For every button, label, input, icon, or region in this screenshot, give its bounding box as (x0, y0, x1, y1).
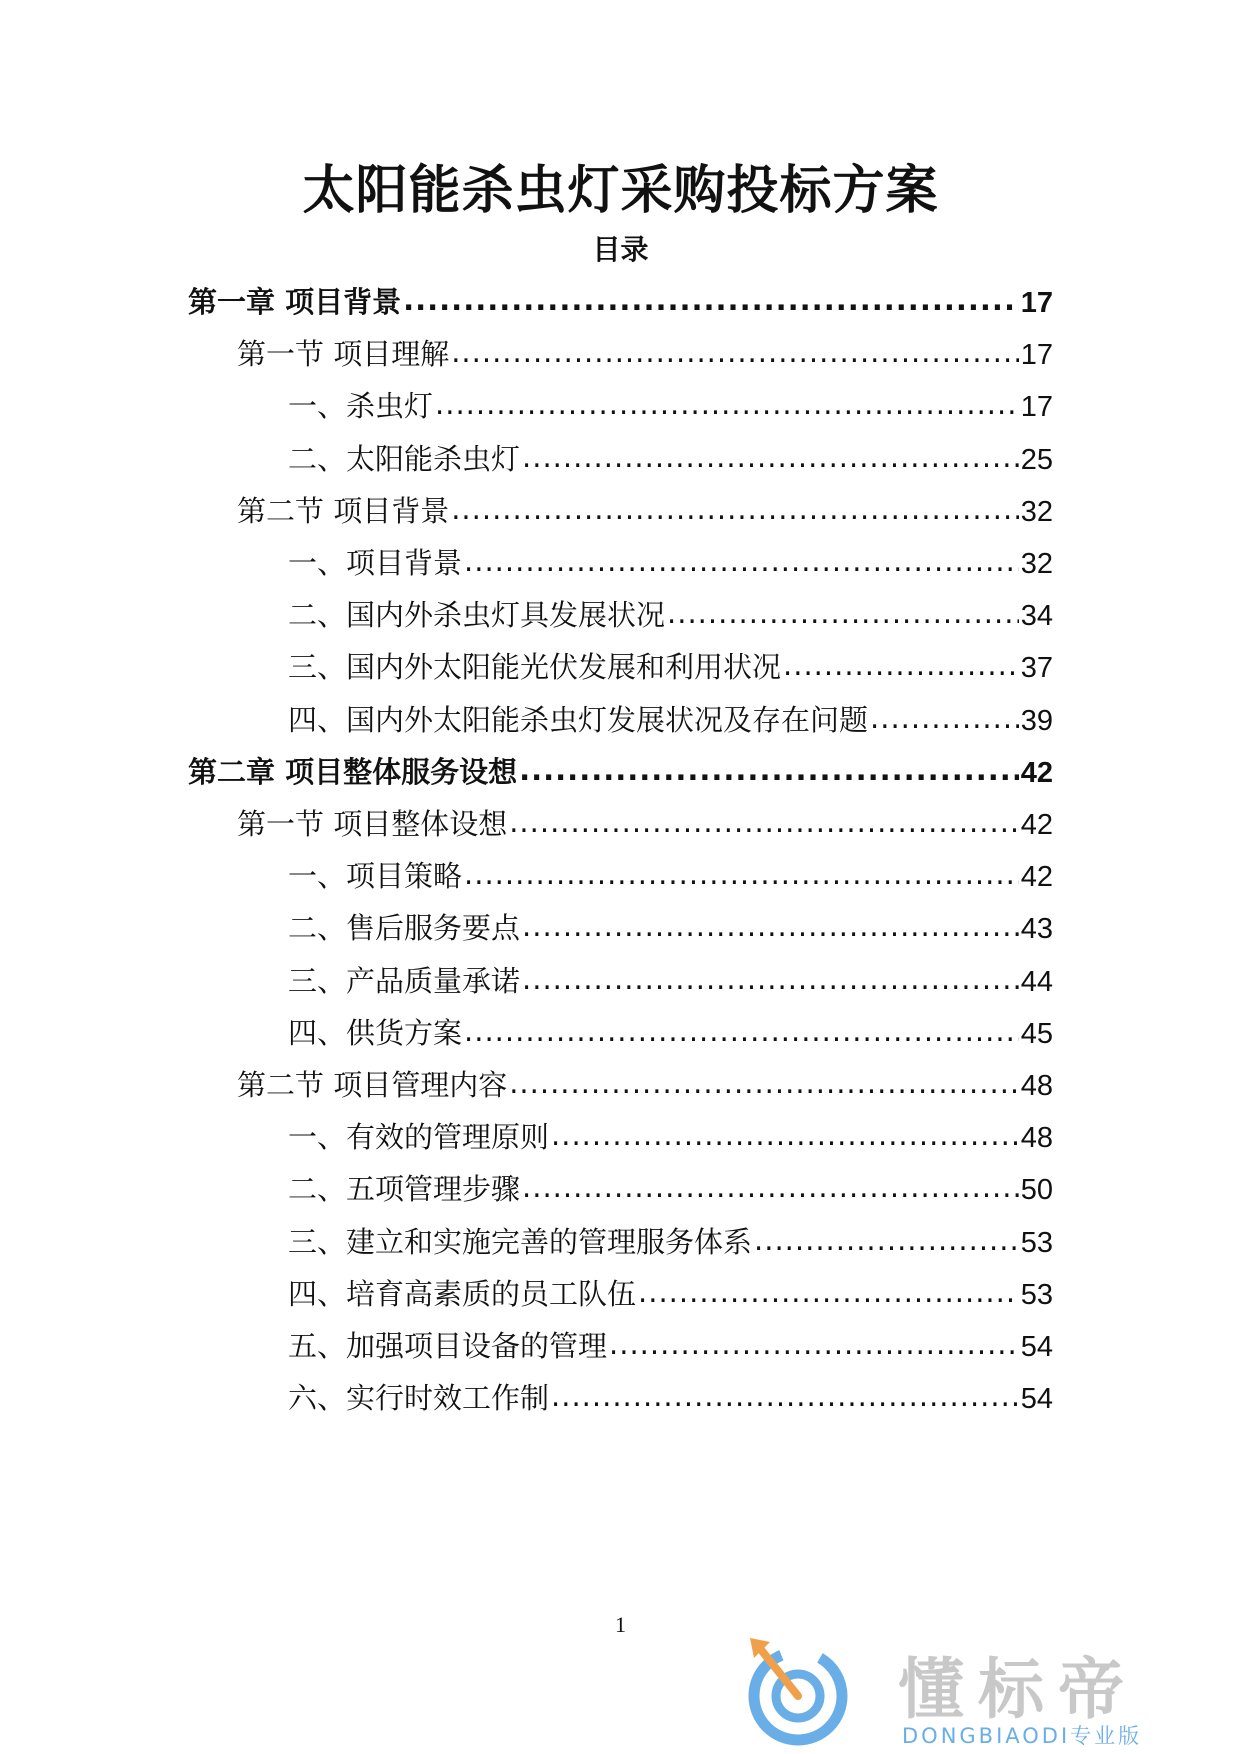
toc-entry-text: 二、五项管理步骤 (288, 1172, 521, 1207)
toc-entry[interactable] (288, 959, 1053, 999)
toc-entry-page: 54 (1020, 1331, 1053, 1363)
toc-entry-text: 第一节 项目理解 (237, 337, 450, 372)
toc-entry-text: 三、产品质量承诺 (288, 963, 521, 998)
watermark-subtitle: DONGBIAODI专业版 (902, 1724, 1143, 1748)
toc-leader-dots (464, 1014, 1019, 1048)
toc-entry-page: 53 (1020, 1278, 1053, 1311)
toc-entry-text: 第二节 项目管理内容 (237, 1068, 508, 1102)
toc-leader-dots (783, 648, 1019, 682)
toc-leader-dots (403, 283, 1019, 317)
toc-entry[interactable] (288, 1272, 1053, 1312)
toc-entry-page: 42 (1020, 756, 1053, 789)
toc-entry-text: 五、加强项目设备的管理 (288, 1329, 608, 1363)
toc-entry[interactable] (237, 489, 1053, 529)
toc-entry-page: 32 (1020, 548, 1053, 580)
toc-entry-page: 42 (1020, 861, 1053, 894)
toc-entry-text: 二、售后服务要点 (288, 911, 521, 946)
toc-entry[interactable] (288, 593, 1053, 633)
toc-entry-text: 三、国内外太阳能光伏发展和利用状况 (288, 650, 782, 685)
toc-entry-text: 一、项目策略 (288, 859, 463, 894)
toc-heading: 目录 (592, 233, 649, 266)
toc-leader-dots (451, 335, 1019, 369)
toc-leader-dots (609, 1327, 1019, 1361)
toc-leader-dots (522, 909, 1019, 943)
toc-entry-page: 50 (1020, 1174, 1053, 1207)
toc-entry[interactable] (188, 750, 1053, 790)
toc-entry-page: 17 (1020, 391, 1053, 424)
toc-entry[interactable] (288, 1115, 1053, 1155)
toc-entry-page: 34 (1020, 600, 1053, 633)
toc-leader-dots (509, 805, 1019, 839)
toc-entry[interactable] (237, 1063, 1053, 1103)
toc-entry[interactable] (288, 1220, 1053, 1260)
toc-leader-dots (638, 1275, 1019, 1309)
toc-entry-text: 三、建立和实施完善的管理服务体系 (288, 1224, 753, 1259)
toc-entry-text: 四、供货方案 (288, 1015, 463, 1050)
toc-entry-page: 43 (1020, 913, 1053, 946)
toc-entry-text: 四、培育高素质的员工队伍 (288, 1276, 637, 1311)
toc-entry[interactable] (288, 1376, 1053, 1416)
toc-entry-page: 53 (1020, 1226, 1053, 1259)
toc-leader-dots (451, 492, 1019, 526)
toc-entry-text: 二、太阳能杀虫灯 (288, 441, 521, 476)
toc-leader-dots (509, 1066, 1019, 1100)
toc-leader-dots (870, 701, 1019, 735)
toc-entry-text: 第一节 项目整体设想 (237, 807, 508, 841)
toc-entry[interactable] (237, 332, 1053, 372)
toc-entry-text: 一、杀虫灯 (288, 389, 434, 424)
toc-leader-dots (551, 1379, 1019, 1413)
toc-leader-dots (464, 544, 1019, 578)
toc-entry-text: 六、实行时效工作制 (288, 1381, 550, 1416)
document-title: 太阳能杀虫灯采购投标方案 (302, 161, 939, 221)
toc-leader-dots (522, 440, 1019, 474)
toc-entry-text: 二、国内外杀虫灯具发展状况 (288, 598, 666, 633)
toc-entry-text: 第一章 项目背景 (188, 285, 402, 319)
toc-entry[interactable] (288, 541, 1053, 581)
toc-entry-text: 四、国内外太阳能杀虫灯发展状况及存在问题 (288, 702, 869, 737)
toc-entry-text: 第二章 项目整体服务设想 (188, 754, 518, 789)
toc-leader-dots (754, 1223, 1019, 1257)
toc-leader-dots (435, 387, 1019, 421)
toc-leader-dots (667, 596, 1019, 630)
toc-entry[interactable] (188, 280, 1053, 320)
toc-entry[interactable] (288, 437, 1053, 477)
toc-leader-dots (522, 962, 1019, 996)
toc-entry-page: 39 (1020, 704, 1053, 737)
toc-entry[interactable] (288, 854, 1053, 894)
toc-entry-page: 44 (1020, 965, 1053, 998)
toc-entry-page: 48 (1020, 1070, 1053, 1102)
toc-leader-dots (519, 753, 1019, 787)
target-arrow-icon (740, 1632, 860, 1748)
toc-entry-page: 45 (1020, 1017, 1053, 1050)
toc-entry-page: 54 (1020, 1383, 1053, 1416)
toc-entry[interactable] (288, 1011, 1053, 1051)
toc-entry[interactable] (288, 1324, 1053, 1364)
toc-entry-page: 37 (1020, 652, 1053, 685)
toc-entry-page: 32 (1020, 495, 1053, 528)
toc-leader-dots (464, 857, 1019, 891)
toc-entry-text: 一、有效的管理原则 (288, 1120, 550, 1155)
toc-entry[interactable] (288, 1167, 1053, 1207)
toc-entry-text: 一、项目背景 (288, 546, 463, 580)
toc-entry-page: 42 (1020, 809, 1053, 841)
page-number: 1 (615, 1612, 626, 1637)
watermark (740, 1632, 1230, 1748)
toc-entry-page: 17 (1020, 287, 1053, 319)
toc-entry-page: 25 (1020, 443, 1053, 476)
toc-entry[interactable] (288, 384, 1053, 424)
watermark-name: 懂标帝 (898, 1651, 1138, 1728)
toc-leader-dots (522, 1170, 1019, 1204)
toc-entry-page: 17 (1020, 339, 1053, 372)
toc-entry[interactable] (237, 802, 1053, 842)
toc-leader-dots (551, 1118, 1019, 1152)
toc-entry[interactable] (288, 698, 1053, 738)
toc-entry[interactable] (288, 906, 1053, 946)
toc-entry-page: 48 (1020, 1122, 1053, 1155)
toc-entry-text: 第二节 项目背景 (237, 493, 450, 528)
toc-entry[interactable] (288, 645, 1053, 685)
